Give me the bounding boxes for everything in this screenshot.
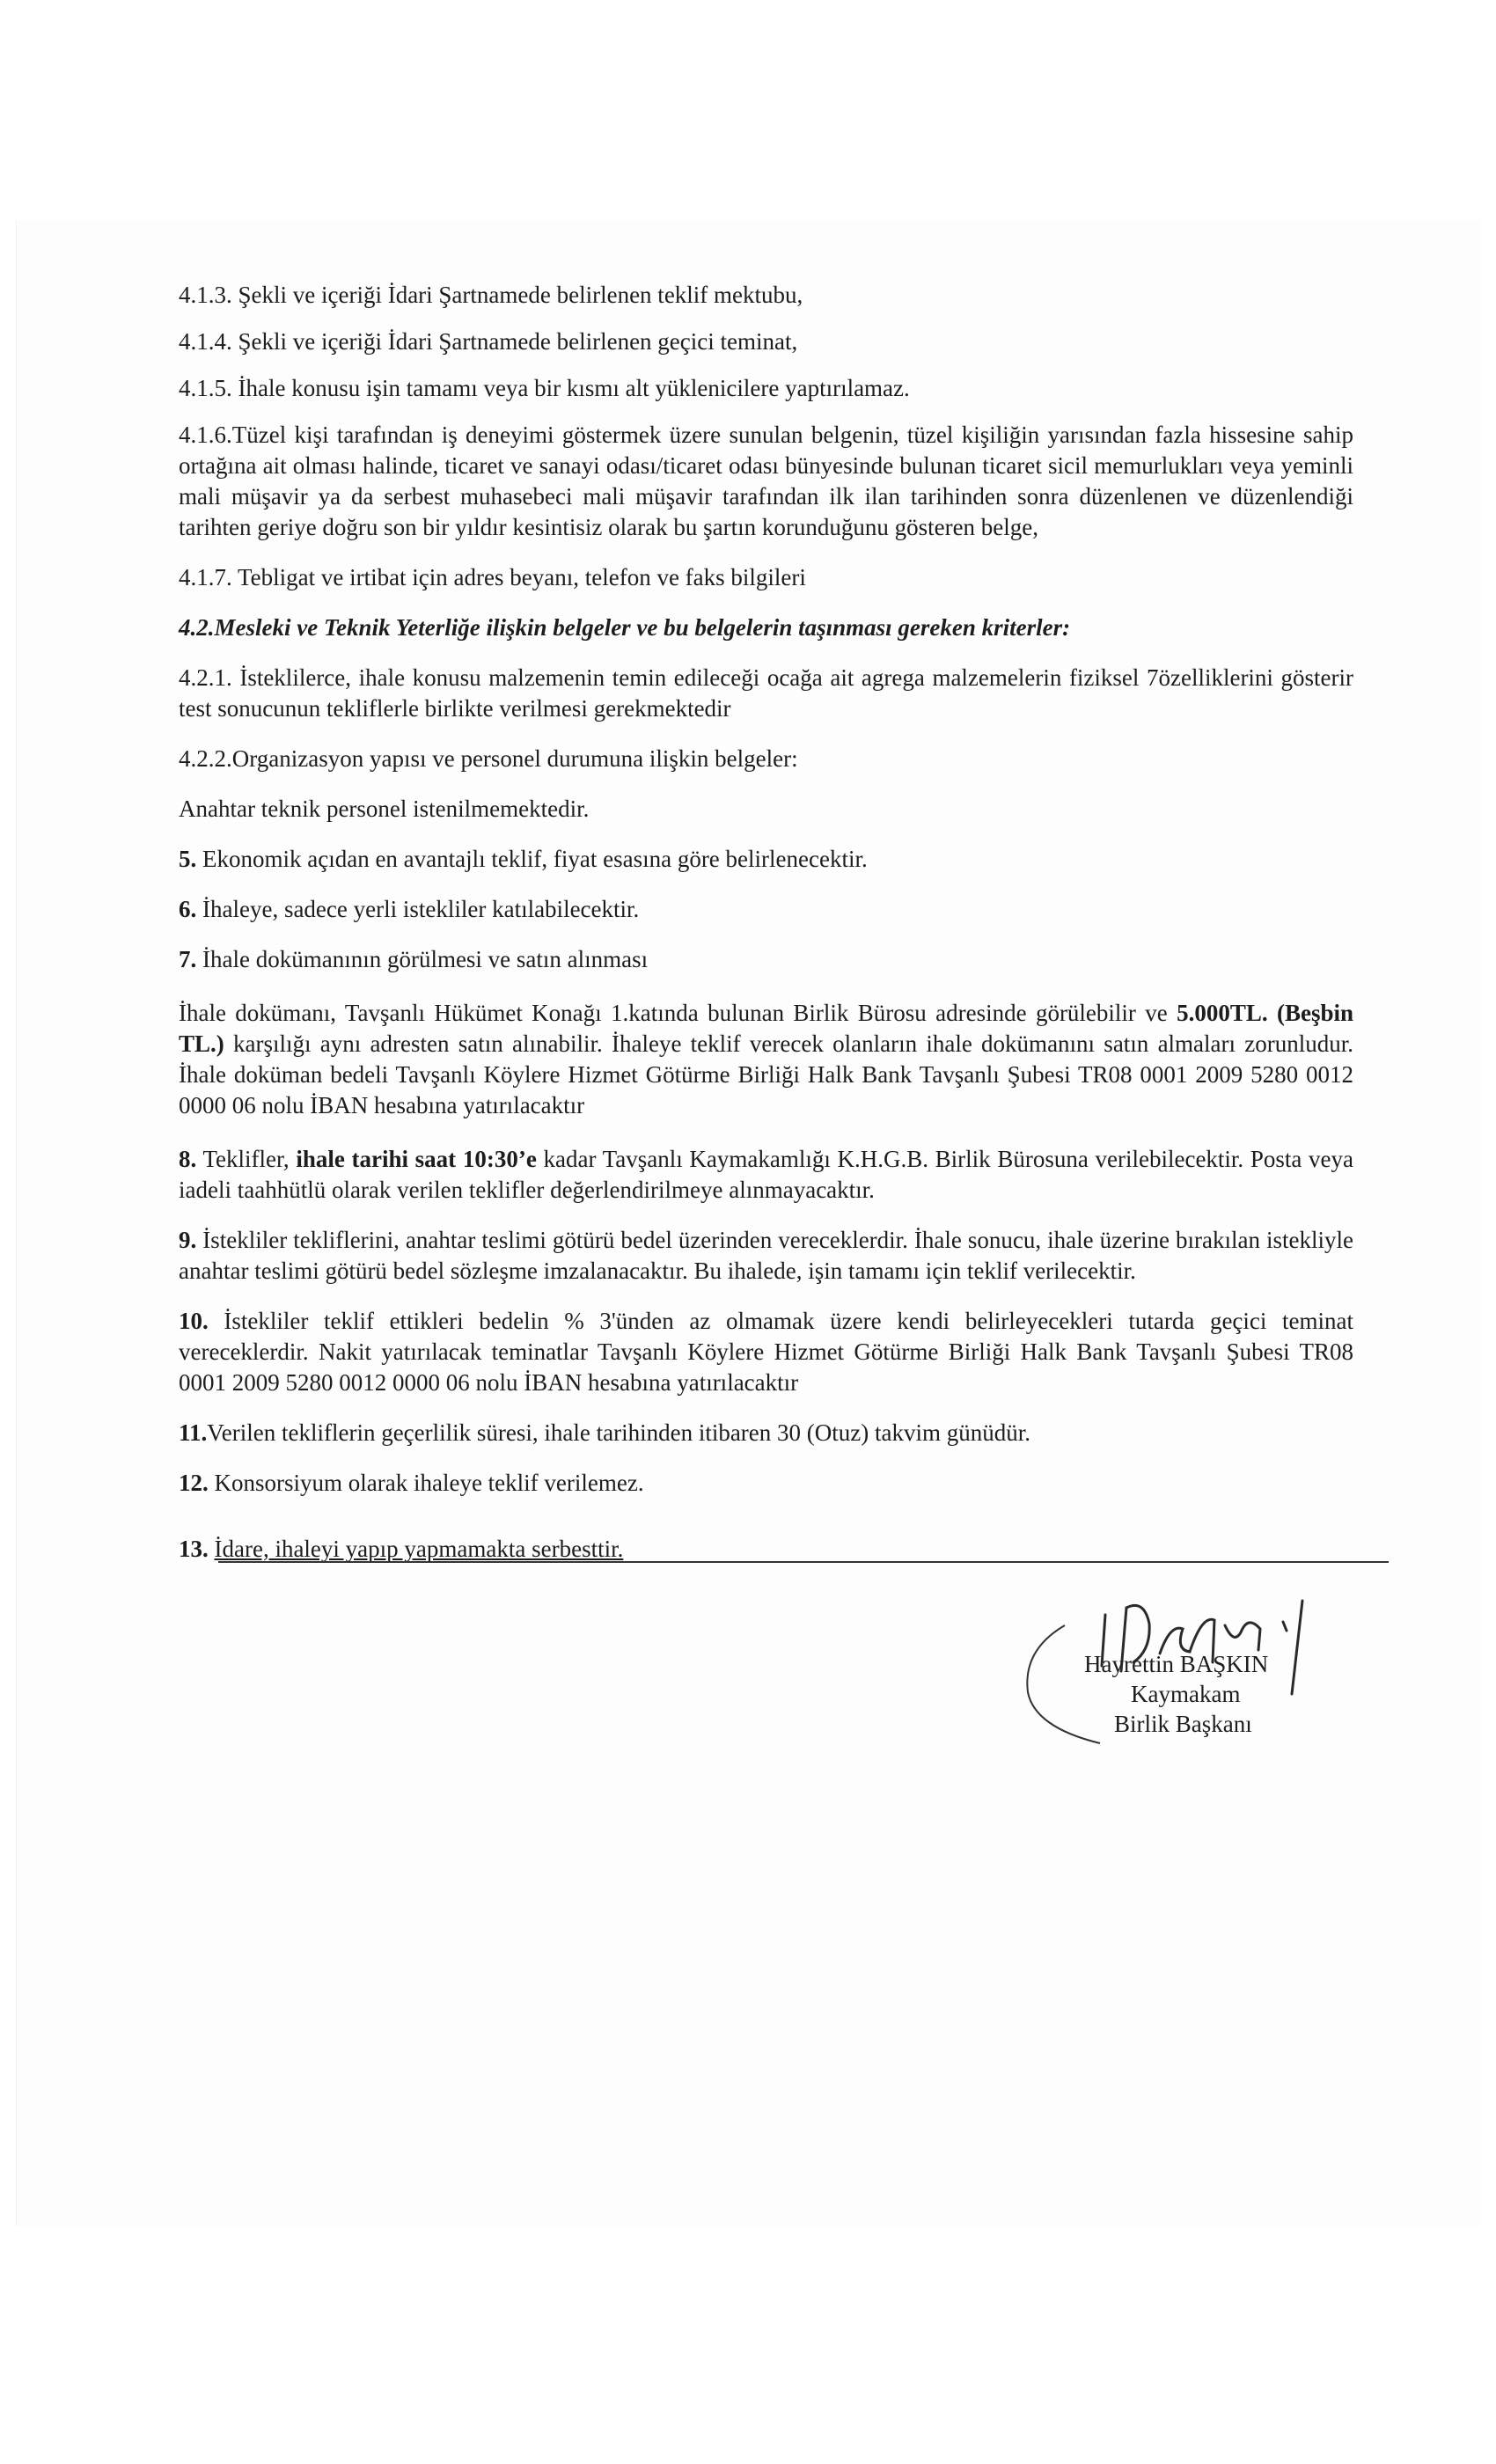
document-body [179,280,1353,1499]
item-5-number: 5. [179,846,197,872]
item-5 [179,844,1353,875]
item-4-2-2: 4.2.2.Organizasyon yapısı ve personel durumuna ilişkin belgeler: [179,745,798,772]
item-13-number: 13. [179,1536,209,1562]
item-6-text: İhaleye, sadece yerli istekliler katılabilecektir. [202,896,640,922]
item-11-number: 11. [179,1419,208,1446]
item-8-number: 8. [179,1146,197,1172]
item-10-text: İstekliler teklif ettikleri bedelin % 3'ünden az olmamak üzere kendi belirleyecekleri tutarda geçici teminat vereceklerdir. Nakit yatırılacak teminatlar Tavşanlı Köylere Hizmet Götürme Birliği Halk Bank Tavşanlı Şubesi TR08 0001 2009 5280 0012 0000 06 nolu İBAN hesabına yatırılacaktır [179,1308,1354,1396]
item-12-number: 12. [179,1470,209,1496]
item-4-2-1: 4.2.1. İsteklilerce, ihale konusu malzemenin temin edileceği ocağa ait agrega malzemelerin fiziksel 7özelliklerini gösterir test sonucunun tekliflerle birlikte verilmesi gerekmektedir [179,664,1353,722]
item-13-text: İdare, ihaleyi yapıp yapmamakta serbesttir. [214,1536,624,1562]
item-10 [179,1306,1353,1398]
scan-margin [0,0,1496,220]
item-13 [179,1534,623,1565]
closing-rule [218,1561,1389,1563]
item-8-text-a: Teklifler, [202,1146,290,1172]
item-7-text: İhale dokümanının görülmesi ve satın alınması [202,946,649,972]
item-6-number: 6. [179,896,197,922]
item-12-text: Konsorsiyum olarak ihaleye teklif verilemez. [214,1470,644,1496]
item-8-deadline: ihale tarihi saat 10:30’e [296,1146,537,1172]
item-4-1-6: 4.1.6.Tüzel kişi tarafından iş deneyimi göstermek üzere sunulan belgenin, tüzel kişiliğin yarısından fazla hissesine sahip ortağına ait olması halinde, ticaret ve sanayi odası/ticaret odası bünyesinde bulunan ticaret sicil memurlukları veya yeminli mali müşavir ya da serbest muhasebeci mali müşavir tarafından ilk ilan tarihinden sonra düzenlenen ve düzenlendiği tarihten geriye doğru son bir yıldır kesintisiz olarak bu şartın korunduğunu gösteren belge, [179,422,1353,540]
item-7-detail-c: karşılığı aynı adresten satın alınabilir. İhaleye teklif verecek olanların ihale dokümanını satın almaları zorunludur. İhale doküman bedeli Tavşanlı Köylere Hizmet Götürme Birliği Halk Bank Tavşanlı Şubesi TR08 0001 2009 5280 0012 0000 06 nolu İBAN hesabına yatırılacaktır [179,1030,1354,1118]
item-9-number: 9. [179,1227,197,1253]
item-8 [179,1144,1353,1206]
item-9 [179,1225,1353,1287]
item-7-price: 5.000TL. (Beşbin TL.) [179,1000,1354,1057]
item-5-text: Ekonomik açıdan en avantajlı teklif, fiyat esasına göre belirlenecektir. [202,846,868,872]
item-9-text: İstekliler tekliflerini, anahtar teslimi götürü bedel üzerinden vereceklerdir. İhale sonucu, ihale üzerine bırakılan istekliyle anahtar teslimi götürü bedel sözleşme imzalanacaktır. Bu ihalede, işin tamamı için teklif verilecektir. [179,1227,1353,1284]
item-10-number: 10. [179,1308,209,1334]
item-11-text: Verilen tekliflerin geçerlilik süresi, ihale tarihinden itibaren 30 (Otuz) takvim günüdür. [207,1419,1030,1446]
item-7-detail-a: İhale dokümanı, Tavşanlı Hükümet Konağı 1.katında bulunan Birlik Bürosu adresinde görülebilir ve [179,1000,1168,1026]
item-4-2-2-note: Anahtar teknik personel istenilmemektedir. [179,796,590,822]
item-4-1-5: 4.1.5. İhale konusu işin tamamı veya bir kısmı alt yüklenicilere yaptırılamaz. [179,375,910,401]
item-7-detail [179,998,1353,1121]
item-6 [179,894,1353,925]
section-heading-4-2: 4.2.Mesleki ve Teknik Yeterliğe ilişkin belgeler ve bu belgelerin taşınması gereken kriterler: [179,614,1071,641]
item-11 [179,1418,1353,1448]
item-4-1-4: 4.1.4. Şekli ve içeriği İdari Şartnamede belirlenen geçici teminat, [179,328,798,355]
signature-block [1003,1588,1373,1756]
item-7 [179,944,1353,975]
signer-role: Birlik Başkanı [1114,1711,1252,1737]
item-7-number: 7. [179,946,197,972]
item-12 [179,1468,1353,1499]
signer-title: Kaymakam [1131,1681,1241,1707]
item-4-1-3: 4.1.3. Şekli ve içeriği İdari Şartnamede belirlenen teklif mektubu, [179,282,803,308]
signer-name: Hayrettin BAŞKIN [1084,1651,1269,1677]
item-8-text-c: kadar Tavşanlı Kaymakamlığı K.H.G.B. Birlik Bürosuna verilebilecektir. Posta veya iadeli taahhütlü olarak verilen teklifler değerlendirilmeye alınmayacaktır. [179,1146,1353,1203]
item-4-1-7: 4.1.7. Tebligat ve irtibat için adres beyanı, telefon ve faks bilgileri [179,564,806,590]
